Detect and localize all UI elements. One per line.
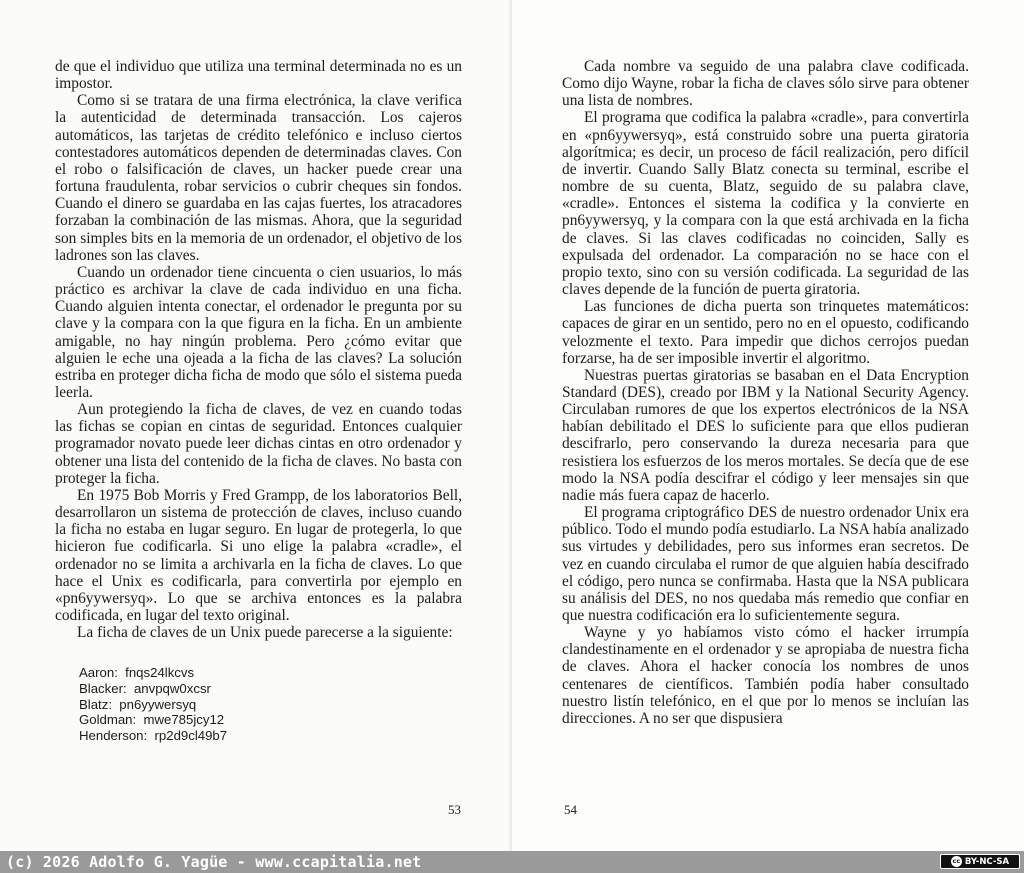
creative-commons-icon: cc (952, 857, 961, 865)
password-entry: Goldman: mwe785jcy12 (79, 712, 225, 728)
paragraph: Wayne y yo habíamos visto cómo el hacker irrumpía clandestinamente en el ordenador y se apropiaba de nuestra ficha de claves. Ahora el hacker conocía los nombres de unos centenares de científicos. También podía haber consultado nuestro listín telefónico, en el que por lo menos se incluían las direcciones. A no ser que dispusiera (562, 624, 969, 727)
paragraph: de que el individuo que utiliza una terminal determinada no es un impostor. (55, 58, 462, 93)
paragraph: Cada nombre va seguido de una palabra clave codificada. Como dijo Wayne, robar la ficha de claves sólo sirve para obtener una lista de nombres. (562, 58, 969, 110)
password-file-listing (79, 665, 462, 743)
right-page (512, 0, 1024, 851)
paragraph: Como si se tratara de una firma electrónica, la clave verifica la autenticidad de determinada transacción. Los cajeros automáticos, las tarjetas de crédito telefónico e incluso ciertos contestadores automáticos dependen de determinadas claves. Con el robo o falsificación de claves, un hacker puede crear una fortuna fraudulenta, robar servicios o cubrir cheques sin fondos. Cuando el dinero se guardaba en las cajas fuertes, los atracadores forzaban la combinación de las mismas. Ahora, que la seguridad son simples bits en la memoria de un ordenador, el objetivo de los ladrones son las claves. (55, 92, 462, 264)
password-entry: Blatz: pn6yywersyq (79, 696, 197, 712)
paragraph: Aun protegiendo la ficha de claves, de vez en cuando todas las fichas se copian en cintas de seguridad. Entonces cualquier programador novato puede leer dichas cintas en otro ordenador y obtener una lista del contenido de la ficha de claves. No basta con proteger la ficha. (55, 401, 462, 487)
left-page (0, 0, 512, 851)
left-text-column (55, 58, 462, 743)
cc-license-badge[interactable] (940, 854, 1020, 869)
paragraph: En 1975 Bob Morris y Fred Grampp, de los laboratorios Bell, desarrollaron un sistema de protección de claves, incluso cuando la ficha no estaba en lugar seguro. En lugar de protegerla, lo que hicieron fue codificarla. Si uno elige la palabra «cradle», el ordenador no se limita a archivarla en la ficha de claves. Lo que hace el Unix es codificarla, para convertirla por ejemplo en «pn6yywersyq». Lo que se archiva entonces es la palabra codificada, en lugar del texto original. (55, 486, 462, 624)
footer-bar (0, 851, 1024, 873)
paragraph: Cuando un ordenador tiene cincuenta o cien usuarios, lo más práctico es archivar la clave de cada individuo en una ficha. Cuando alguien intenta conectar, el ordenador le pregunta por su clave y la compara con la que figura en la ficha. En un ambiente amigable, no hay ningún problema. Pero ¿cómo evitar que alguien le eche una ojeada a la ficha de las claves? La solución estriba en proteger dicha ficha de modo que sólo el sistema pueda leerla. (55, 263, 462, 401)
password-entry: Blacker: anvpqw0xcsr (79, 680, 211, 696)
right-text-column (562, 58, 969, 727)
paragraph: El programa que codifica la palabra «cradle», para convertirla en «pn6yywersyq», está construido sobre una puerta giratoria algorítmica; es decir, un proceso de fácil realización, pero difícil de invertir. Cuando Sally Blatz conecta su terminal, escribe el nombre de su cuenta, Blatz, seguido de su palabra clave, «cradle». Entonces el sistema la codifica y la convierte en pn6yywersyq, y la compara con la que está archivada en la ficha de claves. Si las claves codificadas no coinciden, Sally es expulsada del ordenador. La comparación no se hace con el propio texto, sino con su versión codificada. La seguridad de las claves depende de la función de puerta giratoria. (562, 109, 969, 299)
page-number-right: 54 (564, 802, 577, 817)
password-entry: Aaron: fnqs24lkcvs (79, 665, 195, 681)
paragraph: Nuestras puertas giratorias se basaban en el Data Encryption Standard (DES), creado por IBM y la National Security Agency. Circulaban rumores de que los expertos electrónicos de la NSA habían debilitado el DES lo suficiente para que ellos pudieran descifrarlo, pero conservando la dureza necesaria para que resistiera los esfuerzos de los meros mortales. Se decía que de ese modo la NSA podía descifrar el código y leer mensajes sin que nadie más fuera capaz de hacerlo. (562, 366, 969, 504)
password-entry: Henderson: rp2d9cl49b7 (79, 727, 228, 743)
license-label: BY-NC-SA (964, 856, 1010, 867)
paragraph: El programa criptográfico DES de nuestro ordenador Unix era público. Todo el mundo podía estudiarlo. La NSA había analizado sus virtudes y debilidades, pero sus informes eran secretos. De vez en cuando circulaba el rumor de que alguien había descifrado el código, pero nunca se confirmaba. Hasta que la NSA publicara su análisis del DES, no nos quedaba más remedio que confiar en que nuestra codificación era lo suficientemente segura. (562, 504, 969, 624)
paragraph: La ficha de claves de un Unix puede parecerse a la siguiente: (77, 624, 453, 642)
copyright-credit: (c) 2026 Adolfo G. Yagüe - www.ccapitalia.net (6, 853, 422, 871)
paragraph: Las funciones de dicha puerta son trinquetes matemáticos: capaces de girar en un sentido, pero no en el opuesto, codificando velozmente el texto. Para impedir que dichos cerrojos puedan forzarse, ha de ser imposible invertir el algoritmo. (562, 298, 969, 367)
page-number-left: 53 (448, 802, 461, 817)
